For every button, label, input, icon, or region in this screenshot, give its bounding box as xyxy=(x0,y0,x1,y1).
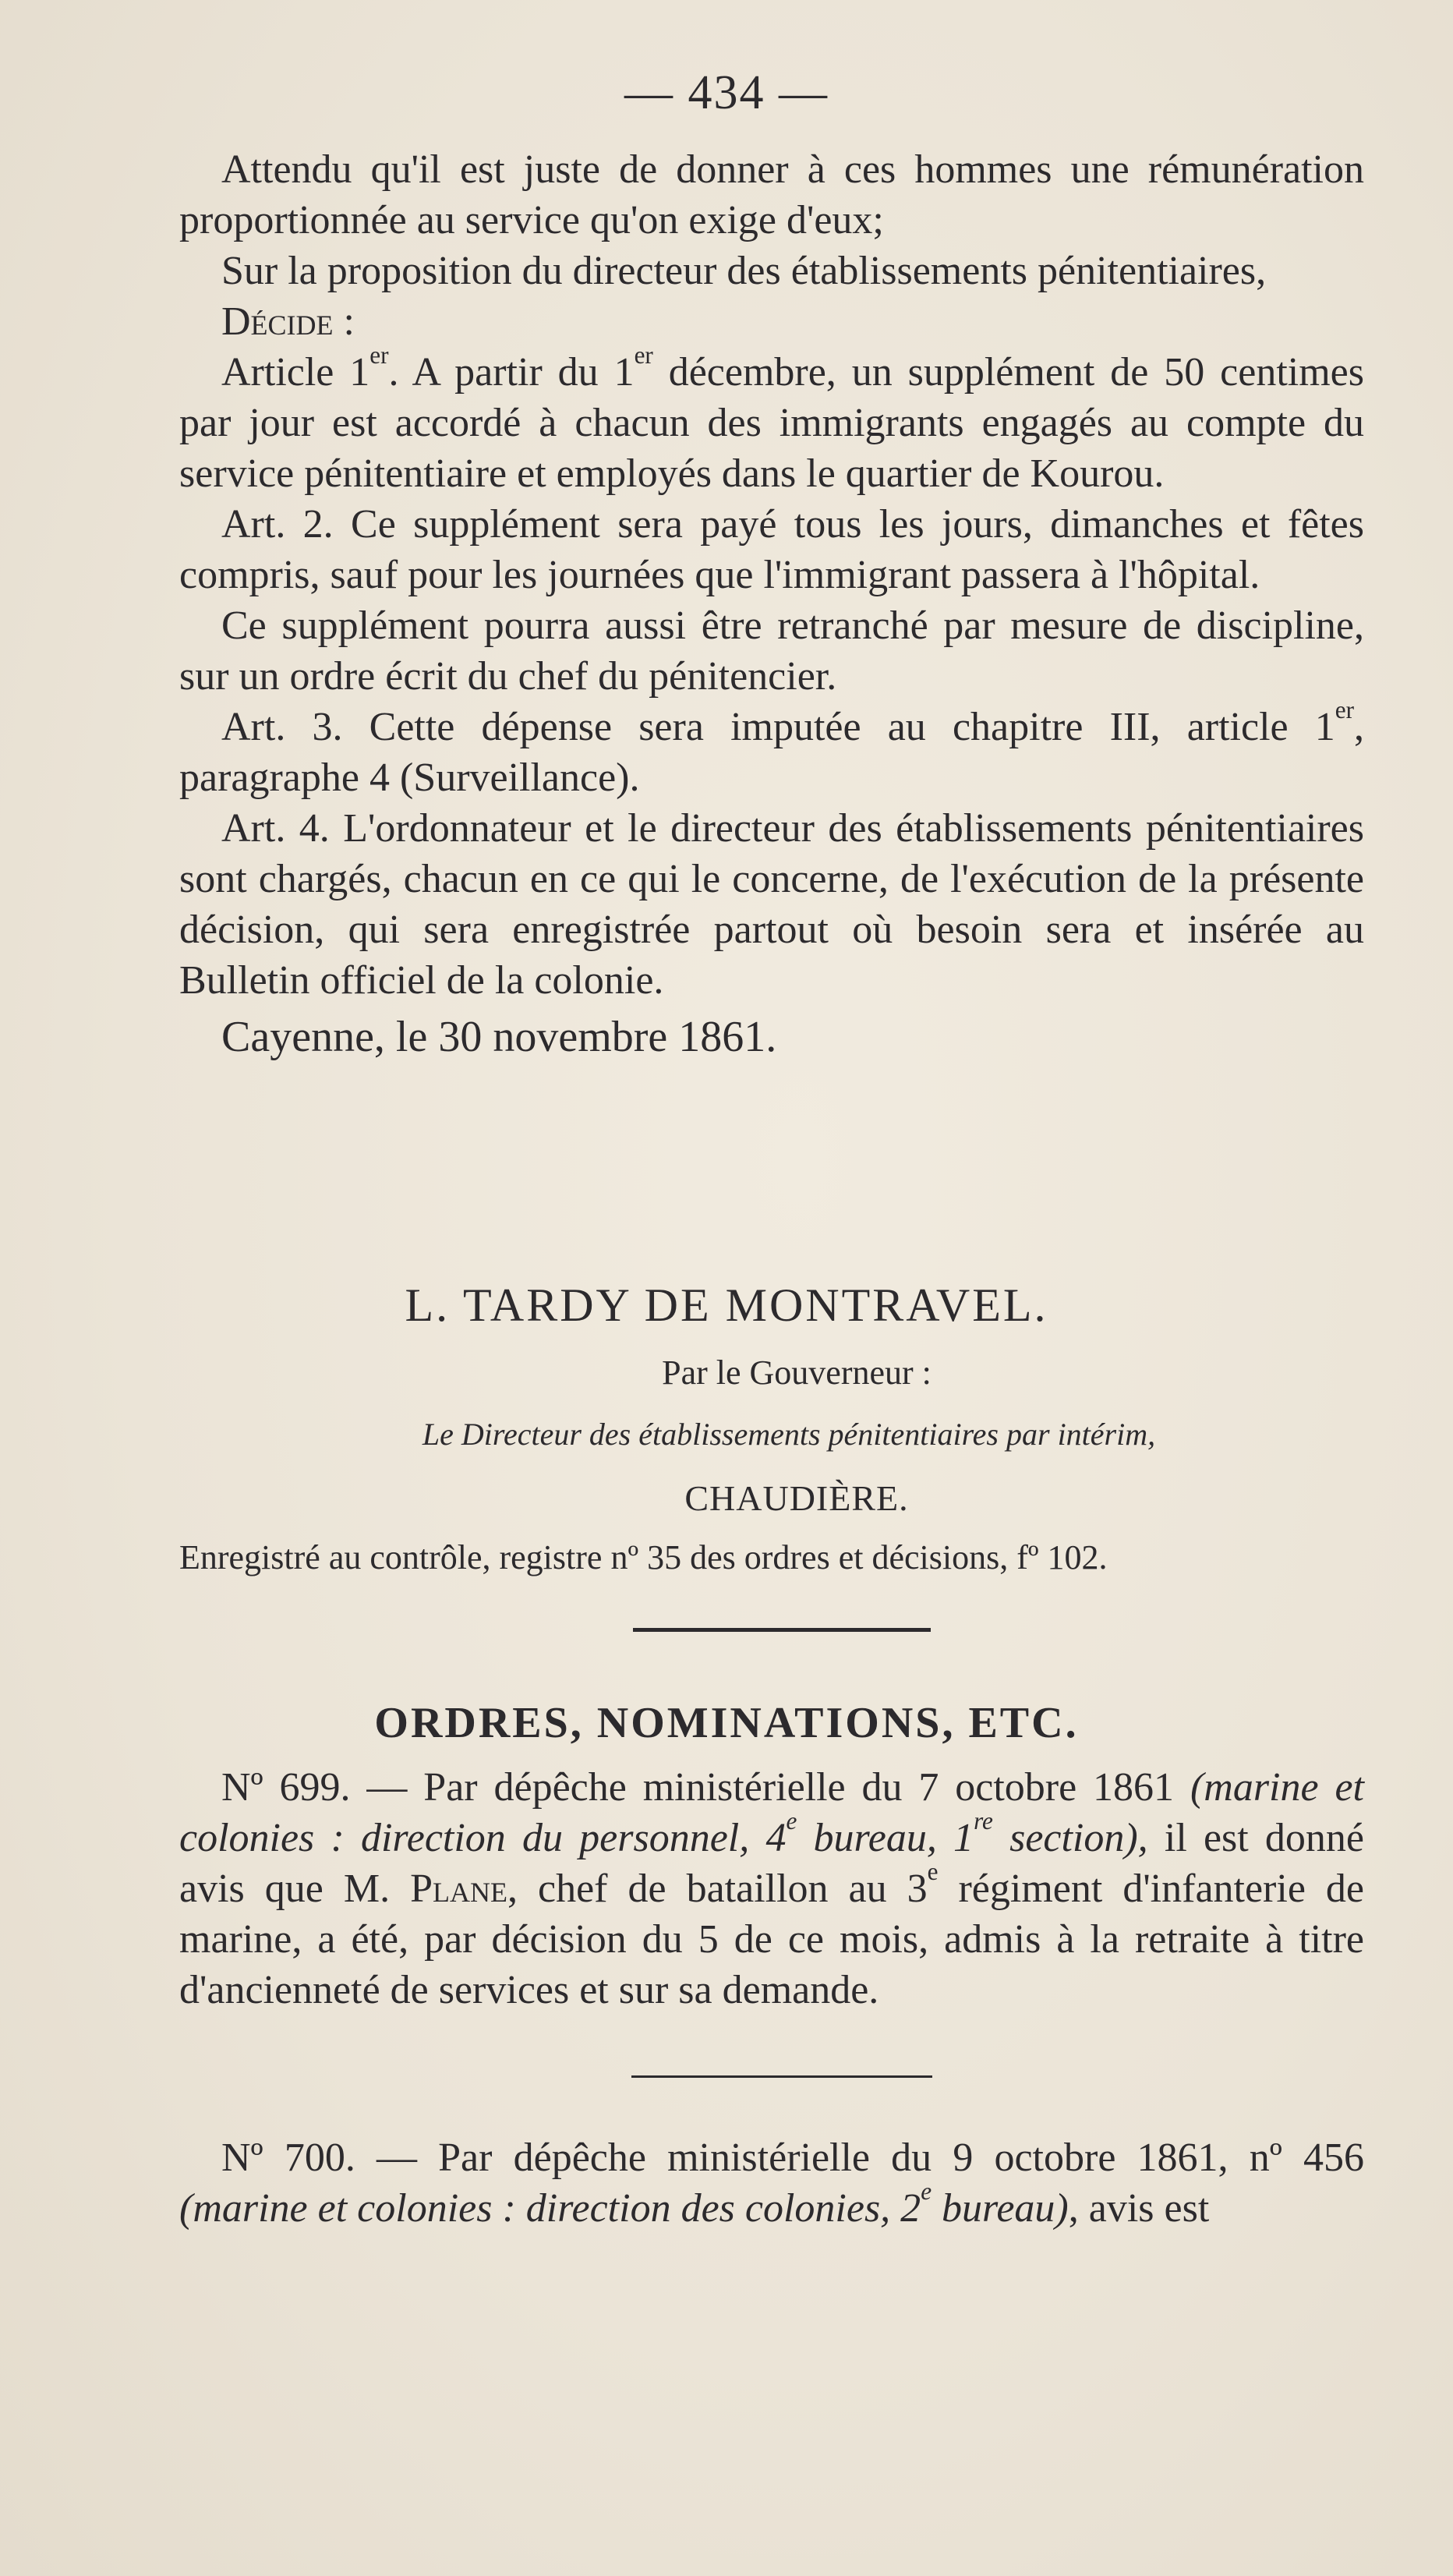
decide-label: Décide : xyxy=(221,299,355,344)
registration-note: Enregistré au contrôle, registre nº 35 des ordres et décisions, fº 102. xyxy=(179,1538,1108,1576)
section-divider xyxy=(633,1628,931,1632)
article-4: Art. 4. L'ordonnateur et le directeur des établissements pénitentiaires sont chargés, chacun en ce qui le concerne, de l'exécution de la présente décision, qui sera enregistrée partout où besoin sera et insérée au Bulletin officiel de la colonie. xyxy=(179,806,1364,1003)
director-name: CHAUDIÈRE. xyxy=(684,1478,909,1518)
decision-body xyxy=(179,144,1364,1063)
date-line: Cayenne, le 30 novembre 1861. xyxy=(221,1013,777,1061)
article-2: Art. 2. Ce supplément sera payé tous les jours, dimanches et fêtes compris, sauf pour les journées que l'immigrant passera à l'hôpital. xyxy=(179,502,1364,597)
page-number: — 434 — xyxy=(624,66,829,119)
article-3: Art. 3. Cette dépense sera imputée au chapitre III, article 1er, paragraphe 4 (Surveillance). xyxy=(179,695,1364,800)
paragraph-attendu: Attendu qu'il est juste de donner à ces hommes une rémunération proportionnée au service qu'on exige d'eux; xyxy=(179,147,1364,242)
article-2-continued: Ce supplément pourra aussi être retranché par mesure de discipline, sur un ordre écrit du chef du pénitencier. xyxy=(179,603,1364,699)
entry-699: Nº 699. — Par dépêche ministérielle du 7 octobre 1861 (marine et colonies : direction du personnel, 4e bureau, 1re section), il est donné avis que M. Plane, chef de bataillon au 3e régiment d'infanterie de marine, a été, par décision du 5 de ce mois, admis à la retraite à titre d'ancienneté de services et sur sa demande. xyxy=(179,1765,1364,2012)
governor-signature: L. TARDY DE MONTRAVEL. xyxy=(405,1279,1048,1331)
entry-divider xyxy=(631,2075,932,2078)
article-1: Article 1er. A partir du 1er décembre, un supplément de 50 centimes par jour est accordé à chacun des immigrants engagés au compte du service pénitentiaire et employés dans le quartier de Kourou. xyxy=(179,341,1364,496)
entry-700: Nº 700. — Par dépêche ministérielle du 9 octobre 1861, nº 456 (marine et colonies : direction des colonies, 2e bureau), avis est xyxy=(179,2135,1364,2231)
section-heading: ORDRES, NOMINATIONS, ETC. xyxy=(374,1699,1079,1747)
officer-name: Plane xyxy=(410,1867,508,1911)
paragraph-proposition: Sur la proposition du directeur des établissements pénitentiaires, xyxy=(221,249,1267,293)
director-title: Le Directeur des établissements pénitentiaires par intérim, xyxy=(422,1417,1156,1452)
par-le-gouverneur: Par le Gouverneur : xyxy=(662,1353,932,1392)
